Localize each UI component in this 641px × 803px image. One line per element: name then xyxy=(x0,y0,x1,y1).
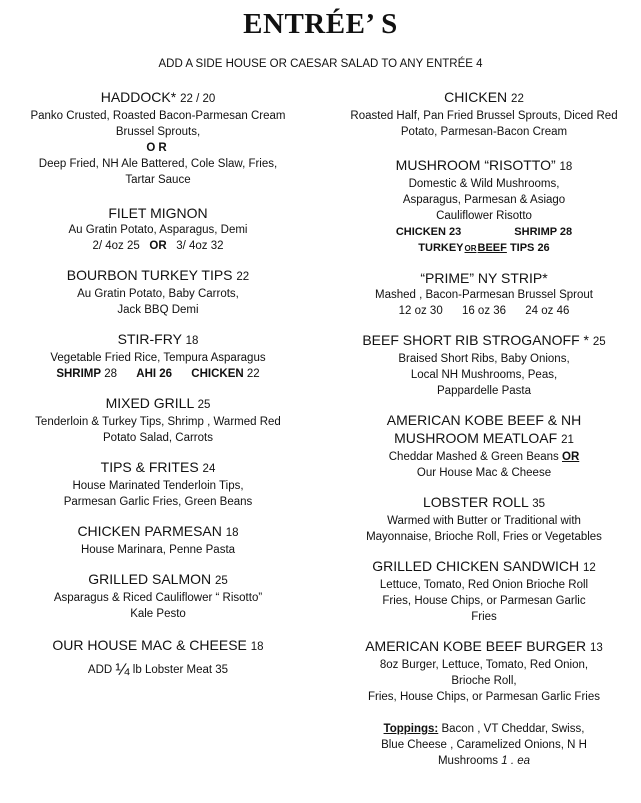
toppings-price: 1 . ea xyxy=(501,755,531,767)
item-desc: Lettuce, Tomato, Red Onion Brioche Roll xyxy=(379,579,589,591)
addon-label: AHI xyxy=(136,368,157,380)
item-name: GRILLED CHICKEN SANDWICH xyxy=(372,558,580,574)
item-desc: House Marinara, Penne Pasta xyxy=(80,544,236,556)
item-name: AMERICAN KOBE BEEF BURGER xyxy=(365,638,587,654)
item-desc: Vegetable Fried Rice, Tempura Asparagus xyxy=(50,352,266,364)
item-desc: Asparagus, Parmesan & Asiago xyxy=(402,194,566,206)
item-addons xyxy=(4,366,312,382)
addon-text: ADD xyxy=(87,664,113,676)
desc-text: Cheddar Mashed & Green Beans xyxy=(388,451,559,463)
item-name: MIXED GRILL xyxy=(105,395,194,411)
item-desc: Tartar Sauce xyxy=(125,174,191,186)
item-price: 22 xyxy=(236,271,250,283)
item-name: BOURBON TURKEY TIPS xyxy=(66,267,233,283)
item-desc: Panko Crusted, Roasted Bacon-Parmesan Cream xyxy=(30,110,286,122)
item-name: OUR HOUSE MAC & CHEESE xyxy=(52,637,247,653)
burger-toppings xyxy=(330,721,638,769)
right-column xyxy=(330,88,638,769)
item-name: LOBSTER ROLL xyxy=(423,494,529,510)
item-addons xyxy=(330,224,638,240)
item-desc: Brussel Sprouts, xyxy=(115,126,201,138)
menu-title: ENTRÉE’ S xyxy=(243,8,398,40)
menu-item-short-rib-stroganoff xyxy=(330,331,638,399)
item-desc: Mashed , Bacon-Parmesan Brussel Sprout xyxy=(375,289,593,301)
item-name: AMERICAN KOBE BEEF & NH xyxy=(386,412,582,428)
menu-item-chicken xyxy=(330,88,638,140)
toppings-text: Mushrooms xyxy=(437,755,499,767)
menu-item-tips-frites xyxy=(4,458,312,510)
item-desc: Potato Salad, Carrots xyxy=(103,432,213,444)
item-desc: Mayonnaise, Brioche Roll, Fries or Vegetables xyxy=(366,531,602,543)
addon-label: SHRIMP xyxy=(56,368,102,380)
item-desc: Local NH Mushrooms, Peas, xyxy=(410,369,558,381)
option: 2/ 4oz 25 xyxy=(92,240,140,252)
item-price: 24 xyxy=(202,463,216,475)
menu-item-kobe-burger xyxy=(330,637,638,705)
item-price: 22 xyxy=(511,93,524,105)
menu-item-chicken-parmesan xyxy=(4,522,312,558)
item-price: 21 xyxy=(561,434,574,446)
option: 12 oz 30 xyxy=(398,305,443,317)
item-name: TIPS & FRITES xyxy=(100,459,199,475)
item-name: GRILLED SALMON xyxy=(88,571,212,587)
item-price: 22 / 20 xyxy=(180,93,216,105)
item-desc: Brioche Roll, xyxy=(451,675,517,687)
item-name: FILET MIGNON xyxy=(108,205,208,221)
toppings-text: Blue Cheese , Caramelized Onions, N H xyxy=(381,739,587,751)
addon-price: 22 xyxy=(246,368,260,380)
option: 16 oz 36 xyxy=(461,305,507,317)
menu-item-mixed-grill xyxy=(4,394,312,446)
item-desc: Au Gratin Potato, Baby Carrots, xyxy=(77,288,239,300)
menu-item-grilled-chicken-sandwich xyxy=(330,557,638,625)
item-price: 25 xyxy=(197,399,211,411)
item-desc: Domestic & Wild Mushrooms, xyxy=(408,178,560,190)
addon: TURKEY xyxy=(418,242,464,254)
menu-item-mushroom-risotto xyxy=(330,156,638,257)
item-desc: Kale Pesto xyxy=(130,608,186,620)
addon: TIPS 26 xyxy=(509,242,550,254)
item-desc: Roasted Half, Pan Fried Brussel Sprouts, Diced Red xyxy=(350,110,618,122)
item-name: BEEF SHORT RIB STROGANOFF * xyxy=(362,332,589,348)
menu-item-prime-ny-strip xyxy=(330,269,638,319)
item-desc xyxy=(330,449,638,465)
item-desc: 8oz Burger, Lettuce, Tomato, Red Onion, xyxy=(379,659,589,671)
item-desc: Jack BBQ Demi xyxy=(117,304,199,316)
item-options xyxy=(330,303,638,319)
item-price: 25 xyxy=(215,575,228,587)
addon-price: 28 xyxy=(104,368,118,380)
addon: BEEF xyxy=(477,242,507,254)
item-name: CHICKEN PARMESAN xyxy=(77,523,222,539)
toppings-label: Toppings: xyxy=(383,723,439,735)
item-desc: Au Gratin Potato, Asparagus, Demi xyxy=(68,224,248,236)
menu-item-haddock xyxy=(4,88,312,188)
option: 3/ 4oz 32 xyxy=(176,240,224,252)
item-addons xyxy=(330,240,638,257)
addon: CHICKEN 23 xyxy=(395,226,462,238)
addon-price: 26 xyxy=(159,368,173,380)
menu-item-kobe-meatloaf xyxy=(330,411,638,481)
item-desc: Deep Fried, NH Ale Battered, Cole Slaw, Fries, xyxy=(38,158,278,170)
item-name: STIR-FRY xyxy=(117,331,182,347)
item-desc: Fries, House Chips, or Parmesan Garlic Fries xyxy=(368,691,600,703)
option: 24 oz 46 xyxy=(525,305,570,317)
fraction: ¼ xyxy=(115,660,130,679)
addon: SHRIMP 28 xyxy=(514,226,573,238)
item-desc: Braised Short Ribs, Baby Onions, xyxy=(398,353,570,365)
item-desc: Warmed with Butter or Traditional with xyxy=(387,515,581,527)
item-name: MUSHROOM MEATLOAF xyxy=(394,430,558,446)
addon-label: CHICKEN xyxy=(191,368,244,380)
menu-item-grilled-salmon xyxy=(4,570,312,622)
item-name: “PRIME” NY STRIP* xyxy=(420,270,548,286)
or-word: OR xyxy=(562,451,580,463)
toppings-text: Bacon , VT Cheddar, Swiss, xyxy=(438,723,585,735)
item-price: 18 xyxy=(250,641,264,653)
menu-item-lobster-roll xyxy=(330,493,638,545)
item-desc: Tenderloin & Turkey Tips, Shrimp , Warmed Red xyxy=(35,416,281,428)
menu-subtitle: ADD A SIDE HOUSE OR CAESAR SALAD TO ANY ENTRÉE 4 xyxy=(158,58,483,70)
item-desc: Asparagus & Riced Cauliflower “ Risotto” xyxy=(53,592,263,604)
item-options xyxy=(4,238,312,254)
item-name: HADDOCK* xyxy=(100,89,177,105)
menu-item-house-mac-cheese xyxy=(4,636,312,678)
or-word: OR xyxy=(149,240,167,252)
item-desc: Parmesan Garlic Fries, Green Beans xyxy=(63,496,253,508)
item-desc: Potato, Parmesan-Bacon Cream xyxy=(400,126,568,138)
item-price: 13 xyxy=(590,642,603,654)
item-price: 18 xyxy=(185,335,199,347)
item-desc: Cauliflower Risotto xyxy=(436,210,532,222)
or-word: OR xyxy=(464,244,477,253)
or-divider: OR xyxy=(146,142,170,154)
left-column xyxy=(4,88,312,690)
item-price: 18 xyxy=(225,527,239,539)
item-desc: House Marinated Tenderloin Tips, xyxy=(72,480,244,492)
item-price: 18 xyxy=(559,161,573,173)
menu-item-bourbon-turkey-tips xyxy=(4,266,312,318)
item-desc: Our House Mac & Cheese xyxy=(416,467,552,479)
item-addon xyxy=(4,662,312,678)
item-name: MUSHROOM “RISOTTO” xyxy=(395,157,556,173)
item-name: CHICKEN xyxy=(444,89,508,105)
menu-item-stir-fry xyxy=(4,330,312,382)
item-price: 12 xyxy=(583,562,596,574)
menu-item-filet-mignon xyxy=(4,204,312,254)
item-desc: Pappardelle Pasta xyxy=(437,385,531,397)
item-desc: Fries xyxy=(471,611,497,623)
addon-text: lb Lobster Meat 35 xyxy=(132,664,229,676)
item-price: 25 xyxy=(592,336,606,348)
item-price: 35 xyxy=(532,498,545,510)
item-desc: Fries, House Chips, or Parmesan Garlic xyxy=(382,595,586,607)
